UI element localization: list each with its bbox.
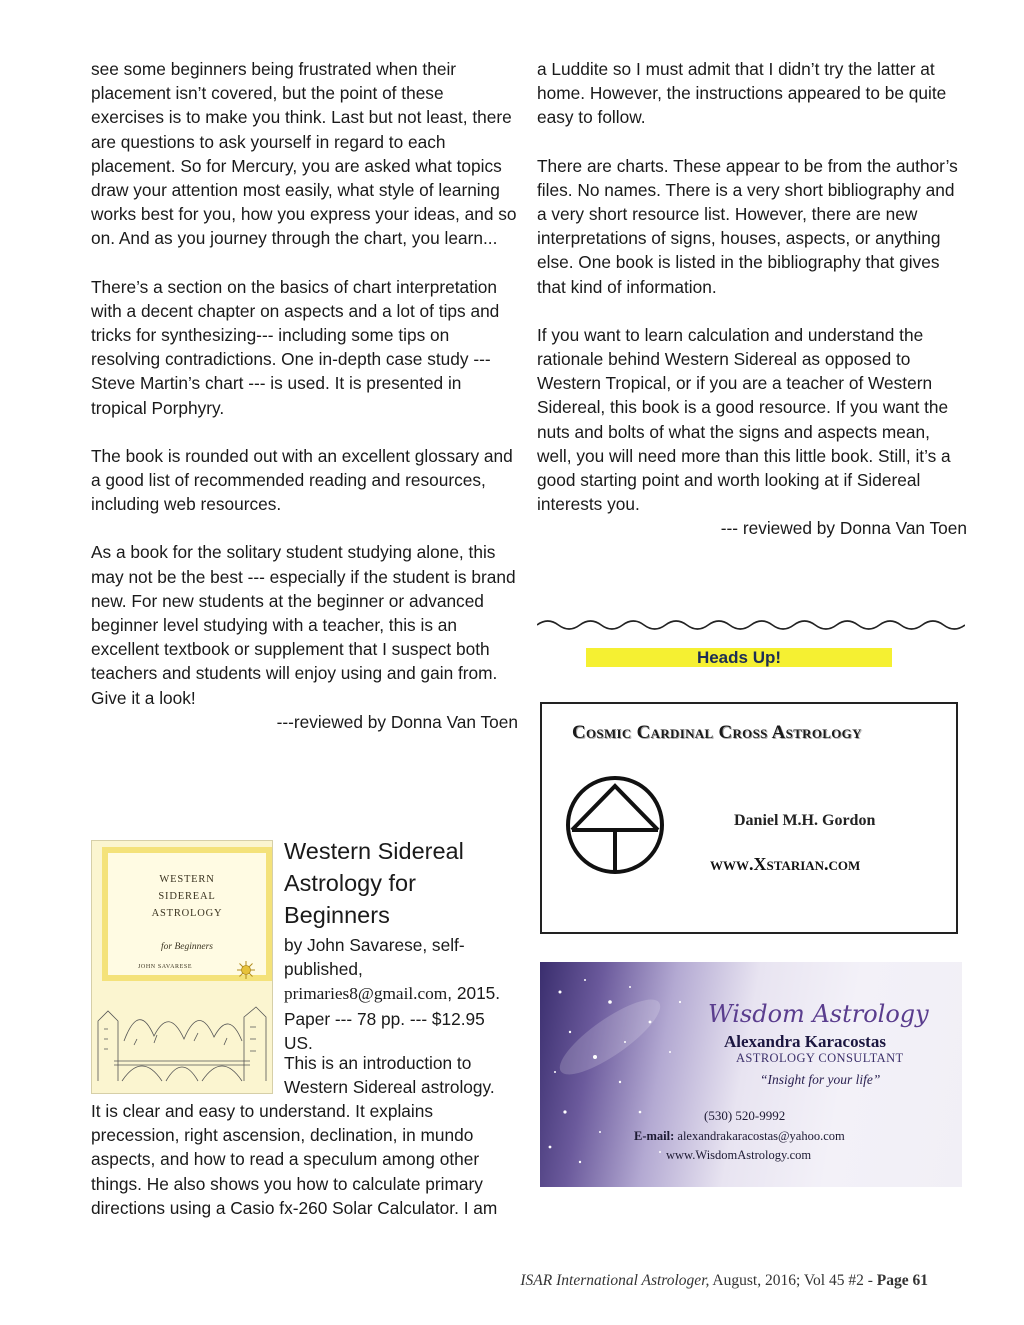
- left-review-signature: ---reviewed by Donna Van Toen: [276, 711, 518, 732]
- left-paragraph-2: There’s a section on the basics of chart interpretation with a decent chapter on aspects and a lot of tips and tricks for synthesizing--- including some tips on resolving contradictions. One in-depth case study --- Steve Martin’s chart --- is used. It is presented in tropical Porphyry.: [91, 276, 500, 418]
- sun-icon: [237, 961, 255, 979]
- ad-title: Wisdom Astrology: [708, 1000, 929, 1028]
- right-paragraph-1: a Luddite so I must admit that I didn’t try the latter at home. However, the instructions appeared to be quite easy to follow.: [537, 59, 947, 128]
- cover-bridge-sketch: [94, 981, 270, 1089]
- ad-contact-name: Daniel M.H. Gordon: [734, 812, 876, 829]
- cosmic-cardinal-cross-ad: [540, 702, 958, 934]
- book-info: [284, 933, 514, 1055]
- page-footer: [400, 1272, 928, 1290]
- cover-subtitle: for Beginners: [161, 942, 213, 952]
- right-review-signature: --- reviewed by Donna Van Toen: [720, 518, 967, 539]
- ad-website-link[interactable]: www.WisdomAstrology.com: [666, 1148, 812, 1162]
- cover-title: [108, 871, 266, 922]
- book-intro: This is an introduction to Western Sidereal astrology.: [284, 1053, 495, 1098]
- ad-phone: (530) 520-9992: [704, 1108, 786, 1123]
- ad-title: Cosmic Cardinal Cross Astrology: [572, 722, 862, 743]
- left-paragraph-3: The book is rounded out with an excellent glossary and a good list of recommended reading and resources, including web resources.: [91, 445, 513, 515]
- left-paragraph-1: see some beginners being frustrated when their placement isn’t covered, but the point of these exercises is to make you think. Last but not least, there are questions to ask yourself in regard to each placement. So for Mercury, you are asked what topics draw your attention most easily, what style of learning works best for you, how you express your ideas, and so on. And as you journey through the chart, you learn...: [91, 59, 517, 249]
- cover-title-line: ASTROLOGY: [151, 908, 223, 919]
- book-byline: by John Savarese, self-published,: [284, 935, 465, 980]
- wisdom-astrology-ad: [540, 962, 962, 1187]
- book-email-link[interactable]: primaries8@gmail.com: [284, 984, 448, 1004]
- cover-title-line: SIDEREAL: [158, 891, 216, 902]
- footer-publication: ISAR International Astrologer,: [520, 1272, 710, 1289]
- book-review-body: It is clear and easy to understand. It explains precession, right ascension, declination, in mundo aspects, and how to read a speculum among other things. He also shows you how to calculate primary directions using a Casio fx-260 Solar Calculator. I am: [91, 1101, 498, 1218]
- left-paragraph-4: As a book for the solitary student studying alone, this may not be the best --- especially if the student is brand new. For new students at the beginner or advanced beginner level studying with a teacher, this is an excellent textbook or supplement that I suspect both teachers and students will enjoy using and gain from. Give it a look!: [91, 542, 516, 708]
- ad-email-label: E-mail:: [634, 1129, 675, 1143]
- cover-title-line: WESTERN: [159, 874, 215, 885]
- right-paragraph-2: There are charts. These appear to be from the author’s files. No names. There is a very short bibliography and a very short resource list. However, there are new interpretations of signs, houses, aspects, or anything else. One book is listed in the bibliography that gives that kind of information.: [537, 155, 958, 297]
- ad-role: ASTROLOGY CONSULTANT: [736, 1051, 904, 1065]
- ad-website-link[interactable]: www.Xstarian.com: [710, 854, 861, 874]
- cover-author: JOHN SAVARESE: [138, 964, 193, 970]
- ad-email-line: [634, 1129, 962, 1144]
- wavy-divider: [537, 614, 965, 636]
- footer-issue: August, 2016; Vol 45 #2 -: [709, 1272, 877, 1289]
- right-column: [537, 57, 967, 541]
- footer-page-number: Page 61: [876, 1272, 928, 1289]
- book-title: Western Sidereal Astrology for Beginners: [284, 838, 464, 928]
- book-cover-image: [91, 840, 273, 1094]
- book-publication-details: , 2015. Paper --- 78 pp. --- $12.95 US.: [284, 983, 501, 1053]
- right-paragraph-3: If you want to learn calculation and understand the rationale behind Western Sidereal as opposed to Western Tropical, or if you are a teacher of Western Sidereal, this book is a good resource. If you want the nuts and bolts of what the signs and aspects mean, well, you will need more than this little book. Still, it’s a good starting point and worth looking at if Sidereal interests you.: [537, 324, 951, 515]
- ad-email-link[interactable]: alexandrakaracostas@yahoo.com: [677, 1129, 845, 1143]
- heads-up-banner: Heads Up!: [586, 648, 892, 667]
- ad-tagline: “Insight for your life”: [760, 1072, 881, 1087]
- ad-contact-name: Alexandra Karacostas: [724, 1032, 886, 1051]
- left-column: [91, 57, 521, 734]
- cardinal-cross-symbol-icon: [564, 774, 666, 876]
